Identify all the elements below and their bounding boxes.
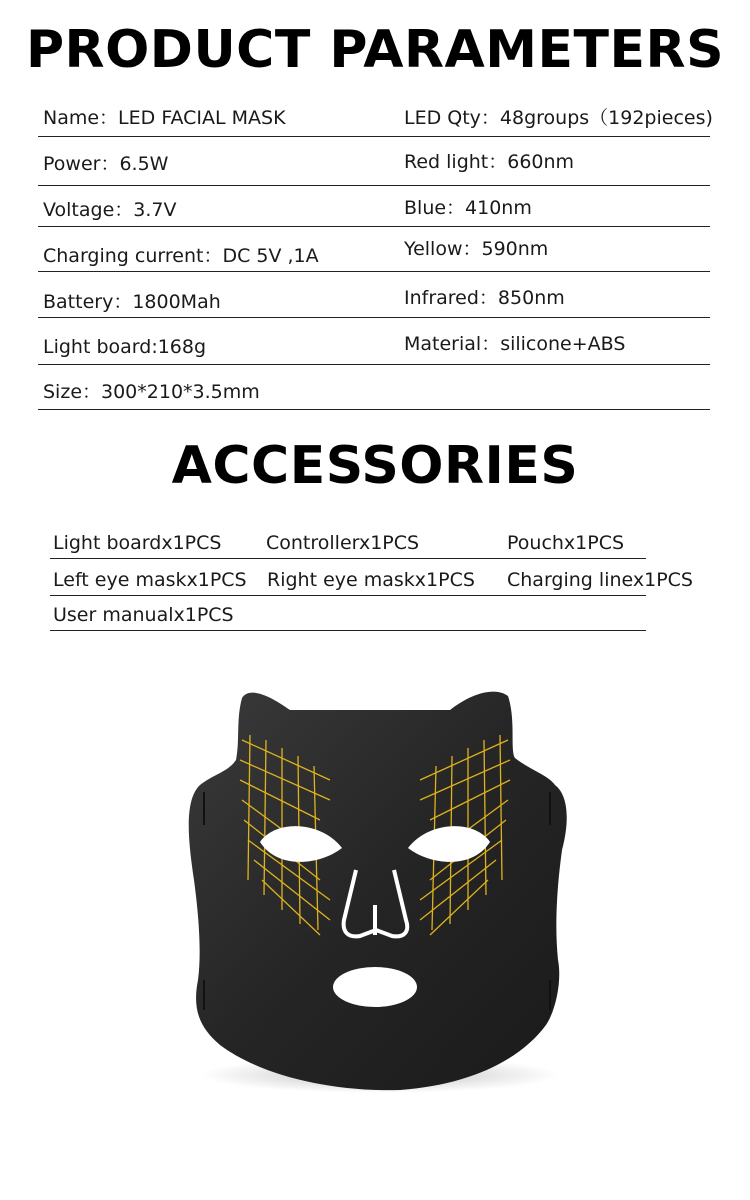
param-led-qty: LED Qty：48groups（192pieces) <box>404 107 713 129</box>
param-infrared: Infrared：850nm <box>404 287 565 309</box>
param-battery: Battery：1800Mah <box>43 291 221 313</box>
accessory-item: Light boardx1PCS <box>53 532 222 554</box>
row-divider <box>38 409 710 410</box>
mouth-hole <box>333 967 417 1007</box>
param-red-light: Red light：660nm <box>404 151 575 173</box>
row-divider <box>38 226 710 227</box>
param-light-board: Light board:168g <box>43 336 207 358</box>
accessory-item: Pouchx1PCS <box>507 532 625 554</box>
led-face-mask-icon <box>170 680 580 1100</box>
accessory-item: Right eye maskx1PCS <box>267 569 475 591</box>
row-divider <box>38 364 710 365</box>
row-divider <box>50 558 646 559</box>
param-voltage: Voltage：3.7V <box>43 199 177 221</box>
param-size: Size：300*210*3.5mm <box>43 381 260 403</box>
accessories-heading: ACCESSORIES <box>171 436 579 496</box>
row-divider <box>50 595 646 596</box>
param-charging-current: Charging current：DC 5V ,1A <box>43 245 319 267</box>
accessory-item: Charging linex1PCS <box>507 569 693 591</box>
mask-body <box>189 692 567 1091</box>
row-divider <box>38 271 710 272</box>
param-blue: Blue：410nm <box>404 197 532 219</box>
accessory-item: User manualx1PCS <box>53 604 234 626</box>
row-divider <box>38 317 710 318</box>
param-power: Power：6.5W <box>43 153 169 175</box>
row-divider <box>38 185 710 186</box>
param-name: Name：LED FACIAL MASK <box>43 107 286 129</box>
row-divider <box>50 630 646 631</box>
row-divider <box>38 136 710 137</box>
product-parameters-heading: PRODUCT PARAMETERS <box>25 20 725 80</box>
accessory-item: Left eye maskx1PCS <box>53 569 247 591</box>
param-material: Material：silicone+ABS <box>404 333 626 355</box>
param-yellow: Yellow：590nm <box>404 238 549 260</box>
accessory-item: Controllerx1PCS <box>266 532 420 554</box>
